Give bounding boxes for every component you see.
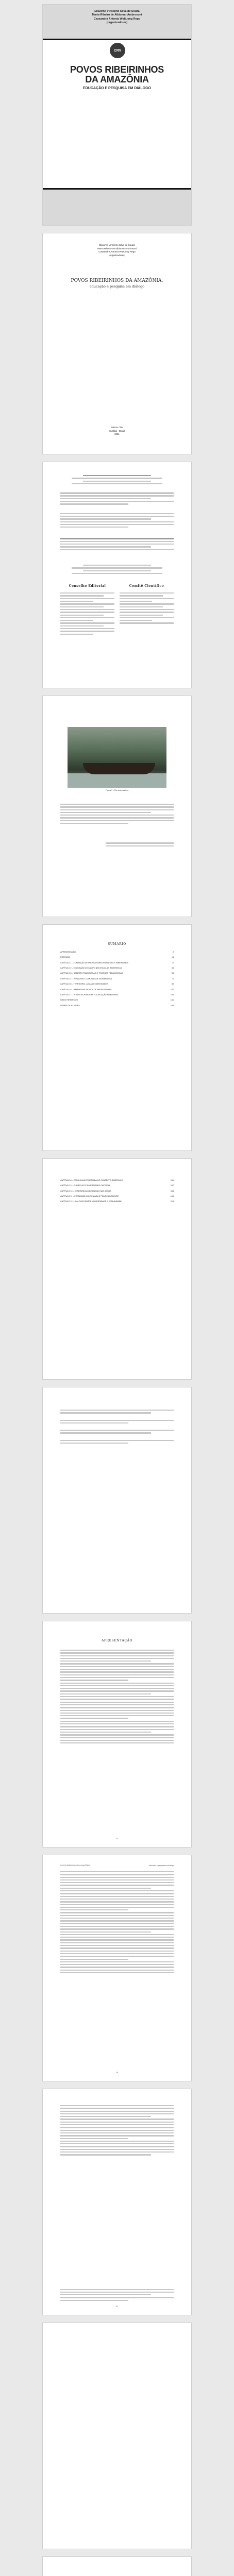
toc-list bbox=[43, 946, 191, 1007]
presentation-title: APRESENTAÇÃO bbox=[101, 1639, 133, 1642]
cover-title-line-1: POVOS RIBEIRINHOS bbox=[70, 64, 164, 75]
toc-item[interactable]: SOBRE OS AUTORES 145 bbox=[60, 1004, 174, 1007]
publisher-logo bbox=[110, 43, 125, 58]
cover-author-1: Eliacirne Virissimo Silva de Souza bbox=[94, 10, 140, 13]
body-text bbox=[43, 1871, 191, 1973]
presentation-text bbox=[43, 1650, 191, 1743]
blank-page bbox=[42, 2323, 192, 2549]
figure-caption: Figura 1 – Rio da Amazônia bbox=[105, 789, 129, 791]
toc-item[interactable]: CAPÍTULO 3 – SABERES TRADICIONAIS E PRÁTICAS PEDAGÓGICAS 53 bbox=[60, 972, 174, 975]
cover-author-2: Marta Ribeiro de Albiomar Ambrosoni bbox=[92, 13, 142, 17]
body-page bbox=[42, 1855, 192, 2081]
river-photo bbox=[68, 727, 166, 788]
footnote-block bbox=[60, 2287, 174, 2302]
cover-title-line-2: DA AMAZÔNIA bbox=[85, 74, 149, 84]
council-left-heading: Conselho Editorial bbox=[69, 584, 106, 588]
toc-item[interactable]: CAPÍTULO 5 – TERRITÓRIO, ÁGUAS E IDENTIDADES 89 bbox=[60, 983, 174, 986]
running-head bbox=[43, 1855, 191, 1870]
title-page-title: POVOS RIBEIRINHOS DA AMAZÔNIA: bbox=[71, 278, 163, 283]
toc-item[interactable]: PREFÁCIO 13 bbox=[60, 956, 174, 959]
cover-organizers: (organizadores) bbox=[106, 21, 128, 24]
council-lists bbox=[43, 591, 191, 636]
cover-title bbox=[43, 65, 191, 84]
publisher-logo-text: CRV bbox=[113, 48, 122, 53]
toc-page-tail bbox=[42, 1387, 192, 1614]
toc-item[interactable]: APRESENTAÇÃO 9 bbox=[60, 951, 174, 953]
running-head-right: educação e pesquisa em diálogo bbox=[148, 1865, 174, 1867]
toc-item[interactable]: CAPÍTULO 4 – PESQUISA E COMUNIDADE NA AMAZÔNIA 71 bbox=[60, 977, 174, 980]
title-organizers: (organizadores) bbox=[108, 253, 126, 257]
figure-text bbox=[43, 804, 191, 846]
page-number: 10 bbox=[115, 2071, 119, 2074]
title-page-subtitle: educação e pesquisa em diálogo bbox=[89, 284, 145, 289]
toc-item[interactable]: CAPÍTULO 6 – NARRATIVAS DE VIDA DE PROFESSORAS 107 bbox=[60, 988, 174, 991]
title-page-authors bbox=[43, 233, 191, 258]
toc-item[interactable]: CAPÍTULO 11 – FORMAÇÃO CONTINUADA E PRÁTICA DOCENTE 199 bbox=[60, 1195, 174, 1198]
council-right-heading: Comitê Científico bbox=[129, 584, 164, 588]
cover-footer-band bbox=[43, 188, 191, 225]
toc-item[interactable]: CAPÍTULO 12 – DIÁLOGOS ENTRE UNIVERSIDADE E COMUNIDADE 215 bbox=[60, 1200, 174, 1203]
toc-page-continued bbox=[42, 1158, 192, 1380]
toc-item[interactable]: CAPÍTULO 2 – EDUCAÇÃO DO CAMPO NAS ESCOLAS RIBEIRINHAS 35 bbox=[60, 967, 174, 970]
imprint-city: Curitiba - Brasil bbox=[109, 429, 125, 432]
imprint-year: 2021 bbox=[114, 433, 120, 436]
cover-subtitle: EDUCAÇÃO E PESQUISA EM DIÁLOGO bbox=[83, 87, 151, 90]
title-author-1: Eliacirne Virissimo Silva de Souza bbox=[99, 244, 135, 246]
title-page bbox=[42, 233, 192, 454]
presentation-page bbox=[42, 1621, 192, 1848]
toc-page bbox=[42, 924, 192, 1151]
figure-page bbox=[42, 696, 192, 917]
toc-list-continued bbox=[43, 1159, 191, 1204]
page-number: 11 bbox=[115, 2305, 119, 2308]
toc-item[interactable]: ÍNDICE REMISSIVO 141 bbox=[60, 999, 174, 1002]
toc-item[interactable]: CAPÍTULO 9 – CURRÍCULO E DIVERSIDADE CULTURAL 167 bbox=[60, 1184, 174, 1187]
body-page bbox=[42, 2089, 192, 2315]
imprint-publisher: Editora CRV bbox=[110, 426, 124, 429]
toc-item[interactable]: CAPÍTULO 7 – POLÍTICAS PÚBLICAS E EDUCAÇÃO RIBEIRINHA 125 bbox=[60, 993, 174, 996]
cover-divider bbox=[43, 39, 191, 40]
toc-item[interactable]: CAPÍTULO 8 – ESCOLA MULTISSERIADA NO CONTEXTO RIBEIRINHO 151 bbox=[60, 1179, 174, 1181]
toc-tail-lines bbox=[43, 1387, 191, 1444]
toc-title: SUMÁRIO bbox=[108, 942, 126, 946]
blank-page bbox=[42, 2556, 192, 2576]
copyright-page bbox=[42, 462, 192, 688]
cover-authors bbox=[43, 5, 191, 39]
title-author-3: Cassandra Antonia Woltuong Rego bbox=[98, 250, 136, 253]
cover-author-3: Cassandra Antonia Woltuong Rego bbox=[93, 17, 141, 21]
title-author-2: Marta Ribeiro de Albiomar Ambrosoni bbox=[97, 247, 137, 250]
toc-item[interactable]: CAPÍTULO 1 – FORMAÇÃO DE PROFESSORES INDÍGENAS E RIBEIRINHOS 17 bbox=[60, 961, 174, 964]
cover-page bbox=[42, 4, 192, 226]
imprint bbox=[43, 426, 191, 436]
page-number: 9 bbox=[116, 1837, 118, 1840]
copyright-block bbox=[43, 462, 191, 574]
toc-item[interactable]: CAPÍTULO 10 – EXPERIÊNCIAS DE ENSINO NAS ÁGUAS 183 bbox=[60, 1190, 174, 1192]
body-text bbox=[43, 2089, 191, 2156]
running-head-left: POVOS RIBEIRINHOS DA AMAZÔNIA bbox=[60, 1865, 90, 1867]
council-section bbox=[43, 584, 191, 588]
